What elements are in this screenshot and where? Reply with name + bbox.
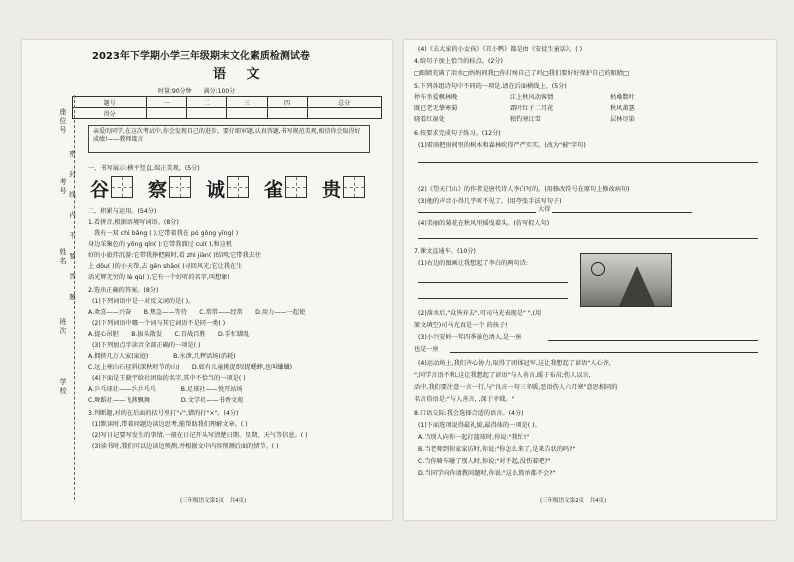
question-5: 5.下列各组诗句中不同的一项是,请在后面横线上。(5分) — [414, 83, 567, 90]
answer-line[interactable] — [418, 162, 758, 163]
q5-cell: 霜叶红于二月花 — [510, 105, 554, 112]
section-2-heading: 二、积累与运用。(54分) — [88, 208, 157, 215]
q7-4: (4)运动场上,我们齐心协力,取得了团体冠军,这让我想起了谚语"人心齐, — [418, 360, 611, 367]
q2-2: (2)下列词语中哪一个词与其它词语不是同一类( ) — [92, 320, 226, 327]
score-cell — [187, 108, 227, 119]
mountain-illustration — [580, 253, 672, 307]
copy-char: 谷 — [90, 179, 110, 201]
q2-1-options: A.欢喜——兴奋 B.焦急——等待 C.常常——经常 D.用力——一起使 — [88, 309, 306, 316]
q7-3: (3)小兴安岭一年四季景色诱人,是一座 — [418, 334, 522, 341]
q5-cell: 停车坐爱枫林晚 — [414, 94, 458, 101]
q8-option-c: C.当你骑车碰了别人时,你说:"对不起,没伤着吧?" — [418, 458, 551, 465]
question-2: 2.选出正确的答案。(8分) — [88, 287, 159, 294]
question-8: 8.口语交际:我会选择合适的语言。(4分) — [414, 410, 524, 417]
score-row-label: 得分 — [73, 108, 147, 119]
copy-char: 贵 — [322, 179, 342, 201]
side-label-school: 学校 — [59, 378, 67, 396]
writing-grid[interactable] — [169, 176, 191, 198]
exam-title: 2023年下学期小学三年级期末文化素质检测试卷 — [92, 51, 310, 62]
answer-line[interactable] — [450, 352, 758, 353]
section-1-heading: 一、书写展示:横平竖直,端正美观。(5分) — [88, 165, 200, 172]
q2-3: (3)下列加点字读音全部正确的一项是( ) — [92, 342, 201, 349]
answer-line[interactable] — [418, 282, 568, 283]
writing-grid[interactable] — [343, 176, 365, 198]
score-cell — [227, 108, 267, 119]
q5-cell: 层林尽染 — [610, 116, 635, 123]
q5-cell: 秋风萧瑟 — [610, 105, 635, 112]
score-header: 题号 — [73, 97, 147, 108]
q2-3-option-ab: A.拥挤几万人家(家庭) B.水泄,几秤活场(消耗) — [88, 353, 236, 360]
question-3: 3.判断题,对的在后面的括号里打"√",错的打"×"。(4分) — [88, 410, 239, 417]
q2-4: (4)下面是王晓宇给社团取的名字,其中不恰当的一项是( ) — [92, 375, 246, 382]
q1-line: 好的小旅伴沉游:它带我挣把隔时,看 zhì jiàn( )结网;它带我去往 — [88, 252, 262, 259]
q1-line: 上 dōu( )的小天帮,去 gēn shāo( )寻回风光;它让我在生 — [88, 263, 243, 270]
answer-line[interactable] — [548, 340, 758, 341]
score-header: 一 — [147, 97, 187, 108]
q5-cell: 既已老无挚寒菊 — [414, 105, 458, 112]
left-footer: (三年级语文第1页 共4页) — [180, 498, 247, 504]
q6-3: (3)他的声音小得几乎听不见了。(用夸张手法写句子) — [418, 198, 562, 205]
q7-2-cont: 原文填空)司马光真是一个 的孩子! — [414, 322, 508, 329]
q2-2-options: A.提心吊胆 B.拔头散发 C.百战百胜 D.手忙脚乱 — [88, 331, 250, 338]
subject-heading: 语 文 — [213, 67, 268, 82]
q6-4: (4)美丽的菊花在秋风里摇曳着头。(仿写拟人句) — [418, 220, 550, 227]
question-1: 1.看拼音,根据语境写词语。(8分) — [88, 219, 179, 226]
q1-line: 身边采集色的 yōng qīn( ):它带我溜过 cuì( ),和这机 — [88, 241, 233, 248]
q2-4-option-cd: C.舞蹈社——飞燕飘舞 D.文学社——书香文苑 — [88, 397, 244, 404]
q7-2: (2)落水后,"众皆弃去",可司马光表现是" ",(用 — [418, 310, 542, 317]
question-4: 4.给句子加上恰当的标点。(2分) — [414, 58, 503, 65]
q5-cell: 独钓寒江雪 — [510, 116, 541, 123]
q1-line: 活光辉无穷的 lè qù( ),它有一个好听的名字,叫想象! — [88, 274, 230, 281]
mountain-icon — [619, 266, 655, 306]
q6-2: (2)《望天门山》的作者是唐代诗人李白写的。(用修改符号在原句上修改病句) — [418, 186, 630, 193]
q4-sentence: □眼睛充满了泪水□妈妈问我□你打疼自己了吗□我们要好好保护自己的眼睛□ — [414, 70, 629, 77]
answer-line[interactable] — [418, 238, 758, 239]
q7-3-cont: 也是一座 — [414, 346, 439, 353]
score-cell — [267, 108, 307, 119]
score-header: 三 — [227, 97, 267, 108]
score-header: 二 — [187, 97, 227, 108]
answer-line[interactable] — [418, 298, 568, 299]
question-7: 7.课文直通车。(10分) — [414, 248, 476, 255]
q2-4-option-ab: A.乒乓球社——乒乒乓乓 B.足球社——悦开站场 — [88, 386, 243, 393]
right-footer: (三年级语文第2页 共4页) — [540, 498, 607, 504]
q3-2: (2)写日记要写发生的事情,一般在日记开头写清楚日期、星期、天气等信息。( ) — [92, 432, 308, 439]
side-label-id: 考号 — [59, 178, 67, 196]
q8-option-d: D.当同学向你请教问题时,你说:"这么简单都不会?" — [418, 470, 556, 477]
q2-1: (1)下列词语中是一对反义词的是( )。 — [92, 298, 195, 305]
q3-3: (3)读书时,我们可以边读边预测,并根据文中内容预测后面的情节。( ) — [92, 443, 279, 450]
score-table — [72, 96, 382, 119]
answer-line[interactable] — [418, 212, 536, 213]
q3-1: (1)默读时,带着问题边读边思考,能帮助我们理解文章。( ) — [92, 421, 248, 428]
q7-4-cont: ";同学言语不和,这让我想起了谚语"与人善言,暖于布帛;伤人以言, — [414, 372, 591, 379]
score-header: 四 — [267, 97, 307, 108]
seal-warning: 密封线内不要答题 — [68, 150, 76, 314]
q2-3-option-cd: C.远上寒山石径斜(深秋时节的山) D.如有儿童挑促织(捉蟋蟀,也叫蛐蛐) — [88, 364, 293, 371]
q5-cell: 江上秋风动客情 — [510, 94, 554, 101]
score-header: 总分 — [307, 97, 381, 108]
side-label-class: 班次 — [59, 318, 67, 336]
q5-cell: 枯桑数叶 — [610, 94, 635, 101]
copy-char: 察 — [148, 179, 168, 201]
score-cell — [307, 108, 381, 119]
q8-option-a: A.当别人向你一起打篮球时,你说:"我忙!" — [418, 434, 530, 441]
side-label-seat: 座位号 — [59, 108, 67, 135]
q7-4-cont: 名言俗语是:"与人善言, ,深于矛戟。" — [414, 396, 515, 403]
q7-1: (1)右边的图画让我想起了李白的两句诗: — [418, 260, 528, 267]
q8-1: (1)下面选项说得最礼貌,最得体的一项是( )。 — [418, 422, 541, 429]
q5-cell: 晓看红湿处 — [414, 116, 445, 123]
q7-4-cont: 活中,我们要注意一言一行,与"良言一句三冬暖,恶语伤人六月寒"意思相同的 — [414, 384, 618, 391]
side-label-name: 姓名 — [59, 248, 67, 266]
teacher-note-text: 亲爱的同学,在这次考试中,你会发现自己的进步。要仔细审题,认真答题,书写规范美观,相信你会取得好成绩!——教师箴言 — [93, 128, 361, 143]
question-6: 6.按要求完成句子练习。(12分) — [414, 130, 501, 137]
q1-line: 我有一双 chì bǎng ( ),它带着我在 pó gōng yīng( ) — [94, 230, 239, 237]
copy-char: 诚 — [206, 179, 226, 201]
writing-grid[interactable] — [227, 176, 249, 198]
answer-line[interactable] — [552, 212, 692, 213]
q6-1: (1)雷雨把房间里的树木和森林吹得严严实实。(改为"被"字句) — [418, 142, 586, 149]
q6-3-blank-word: 大得 — [538, 206, 551, 213]
r-q3-4: (4)《去大家的小女孩》《丑小鸭》都是由《安徒生童话》。( ) — [418, 46, 583, 53]
sun-icon — [591, 262, 605, 276]
copy-char: 雀 — [264, 179, 284, 201]
writing-grid[interactable] — [285, 176, 307, 198]
exam-meta: 时量:90分钟 满分:100分 — [158, 88, 236, 95]
writing-grid[interactable] — [111, 176, 133, 198]
q8-option-b: B.当老师到你家家访时,你说:"你怎么来了,是来告状的吗?" — [418, 446, 576, 453]
teacher-note — [88, 125, 370, 153]
score-cell — [147, 108, 187, 119]
